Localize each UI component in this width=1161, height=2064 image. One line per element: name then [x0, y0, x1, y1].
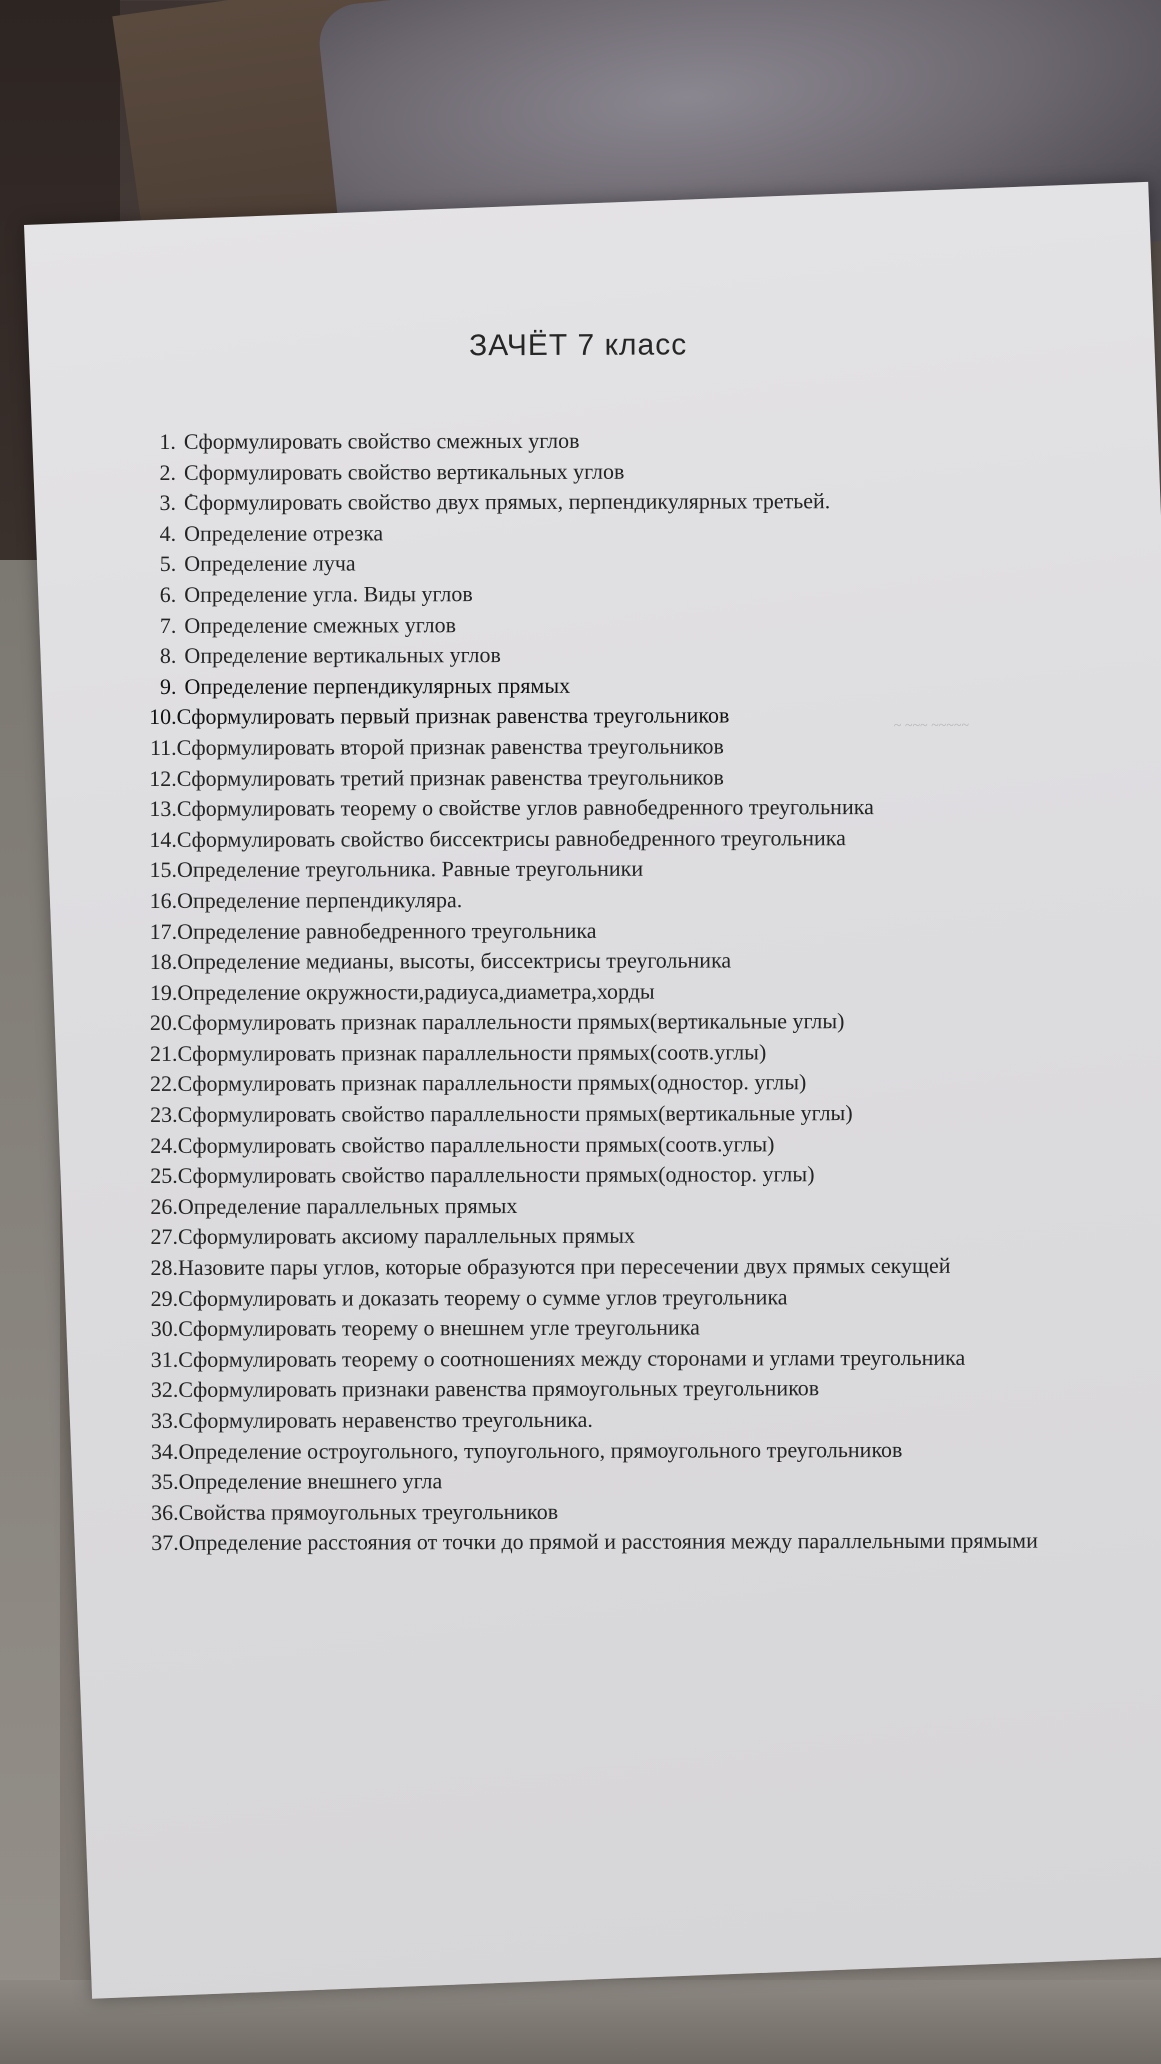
list-item — [106, 1312, 1146, 1345]
list-item — [104, 424, 1144, 457]
list-item — [106, 1373, 1146, 1406]
list-item — [104, 547, 1144, 580]
item-number: 14. — [149, 826, 177, 852]
item-number: 35. — [151, 1469, 179, 1495]
item-text: Определение перпендикулярных прямых — [184, 672, 571, 699]
item-number: 23. — [150, 1101, 178, 1128]
item-number: 30. — [150, 1316, 179, 1342]
list-item — [105, 700, 1145, 733]
item-number: 33. — [150, 1407, 179, 1433]
item-text: Сформулировать признак параллельности прямых(одностор. углы) — [177, 1069, 807, 1097]
item-number: 2. — [159, 459, 176, 485]
item-text: Сформулировать теорему о свойстве углов равнобедренного треугольника — [176, 794, 874, 822]
item-text: Сформулировать третий признак равенства треугольников — [176, 763, 724, 791]
item-number: 10. — [149, 704, 177, 730]
list-item — [106, 1220, 1146, 1253]
item-text: Сформулировать свойство параллельности прямых(соотв.углы) — [177, 1130, 775, 1158]
list-item — [105, 730, 1145, 763]
item-text: Сформулировать признак параллельности прямых(соотв.углы) — [177, 1039, 767, 1066]
item-number: 15. — [149, 857, 178, 883]
item-number: 19. — [149, 979, 178, 1005]
item-text: Свойства прямоугольных треугольников — [178, 1498, 559, 1525]
list-item — [104, 577, 1144, 610]
item-number: 12. — [149, 765, 177, 791]
item-text: Определение равнобедренного треугольника — [177, 917, 597, 944]
item-text: Определение треугольника. Равные треугольники — [176, 855, 644, 883]
item-number: 13. — [149, 796, 177, 822]
list-item — [105, 914, 1145, 947]
list-item — [104, 516, 1144, 549]
item-number: 18. — [149, 948, 178, 975]
item-number: 3. — [159, 490, 177, 516]
list-item — [105, 1036, 1145, 1069]
list-item — [106, 1097, 1146, 1130]
item-number: 17. — [149, 918, 178, 944]
item-text: Определение отрезка — [184, 520, 384, 546]
page-title: ЗАЧЁТ 7 класс — [468, 328, 688, 363]
list-item — [106, 1250, 1146, 1283]
list-item — [105, 944, 1145, 977]
item-text: Сформулировать признак параллельности прямых(вертикальные углы) — [177, 1008, 845, 1036]
list-item — [105, 761, 1145, 794]
list-item — [106, 1189, 1146, 1222]
list-item — [105, 853, 1145, 886]
paper-sheet — [24, 182, 1161, 1999]
item-text: Определение угла. Виды углов — [184, 581, 473, 607]
item-text: Сформулировать свойство параллельности прямых(вертикальные углы) — [177, 1100, 853, 1127]
item-number: 37. — [151, 1530, 179, 1556]
list-item — [105, 1067, 1145, 1100]
list-item — [106, 1403, 1146, 1436]
item-text: Определение остроугольного, тупоугольного, прямоугольного треугольников — [178, 1436, 903, 1464]
list-item — [106, 1128, 1146, 1161]
item-text: Сформулировать первый признак равенства треугольников — [176, 702, 730, 730]
item-number: 9. — [159, 673, 177, 699]
item-number: 11. — [149, 734, 177, 760]
list-item — [106, 1434, 1146, 1467]
item-number: 26. — [150, 1193, 178, 1219]
item-number: 6. — [159, 581, 177, 607]
item-number: 36. — [151, 1499, 179, 1525]
item-number: 24. — [150, 1132, 178, 1158]
list-item — [104, 669, 1144, 702]
item-text: Определение внешнего угла — [178, 1468, 443, 1495]
list-item — [105, 1006, 1145, 1039]
item-text: Сформулировать свойство двух прямых, перпендикулярных третьей. — [183, 488, 831, 516]
item-text: Определение параллельных прямых — [177, 1192, 518, 1219]
item-number: 5. — [159, 551, 177, 577]
list-item — [105, 822, 1145, 855]
list-item — [106, 1342, 1146, 1375]
item-text: Сформулировать свойство смежных углов — [183, 427, 580, 454]
list-item — [105, 975, 1145, 1008]
item-text: Определение окружности,радиуса,диаметра,хорды — [177, 978, 655, 1005]
item-text: Сформулировать неравенство треугольника. — [178, 1406, 593, 1433]
list-item — [104, 455, 1144, 488]
item-number: 25. — [150, 1163, 178, 1189]
question-list — [104, 424, 1147, 1559]
list-item — [104, 608, 1144, 641]
item-text: Определение смежных углов — [184, 611, 457, 638]
item-text: Сформулировать свойство вертикальных углов — [183, 458, 625, 485]
list-item — [107, 1495, 1147, 1528]
item-number: 28. — [150, 1254, 179, 1280]
item-number: 32. — [150, 1377, 179, 1403]
item-text: Сформулировать второй признак равенства треугольников — [176, 733, 724, 760]
item-text: Определение расстояния от точки до прямой и расстояния между параллельными прямыми — [178, 1528, 1038, 1556]
item-text: Сформулировать теорему о внешнем угле треугольника — [178, 1314, 700, 1342]
list-item — [106, 1281, 1146, 1314]
list-item — [104, 486, 1144, 519]
item-number: 21. — [149, 1040, 178, 1066]
item-number: 7. — [159, 612, 177, 638]
item-text: Сформулировать теорему о соотношениях между сторонами и углами треугольника — [178, 1344, 966, 1372]
item-number: 27. — [150, 1224, 178, 1250]
item-text: Сформулировать свойство параллельности прямых(одностор. углы) — [177, 1161, 815, 1189]
item-number: 31. — [150, 1346, 179, 1372]
item-text: Определение луча — [184, 550, 356, 577]
item-text: Определение вертикальных углов — [184, 642, 501, 669]
item-text: Определение медианы, высоты, биссектрисы треугольника — [177, 947, 732, 974]
item-number: 20. — [149, 1010, 178, 1036]
item-text: Сформулировать признаки равенства прямоугольных треугольников — [178, 1375, 820, 1403]
item-number: 4. — [159, 520, 177, 546]
item-text: Сформулировать свойство биссектрисы равнобедренного треугольника — [176, 824, 846, 852]
list-item — [105, 791, 1145, 824]
item-text: Определение перпендикуляра. — [177, 887, 463, 913]
list-item — [107, 1526, 1147, 1559]
item-text: Назовите пары углов, которые образуются при пересечении двух прямых секущей — [177, 1252, 951, 1280]
item-number: 22. — [150, 1071, 178, 1097]
list-item — [107, 1465, 1147, 1498]
list-item — [106, 1159, 1146, 1192]
list-item — [105, 883, 1145, 916]
item-number: 34. — [150, 1438, 179, 1464]
item-number: 16. — [149, 887, 178, 913]
list-item — [104, 639, 1144, 672]
item-number: 29. — [150, 1285, 179, 1311]
item-text: Сформулировать и доказать теорему о сумме углов треугольника — [178, 1283, 788, 1311]
item-number: 8. — [159, 643, 177, 669]
item-number: 1. — [159, 428, 176, 454]
bleed-through-text: ~ ~~~ ~~~~~ — [893, 718, 970, 734]
item-text: Сформулировать аксиому параллельных прямых — [177, 1223, 636, 1250]
